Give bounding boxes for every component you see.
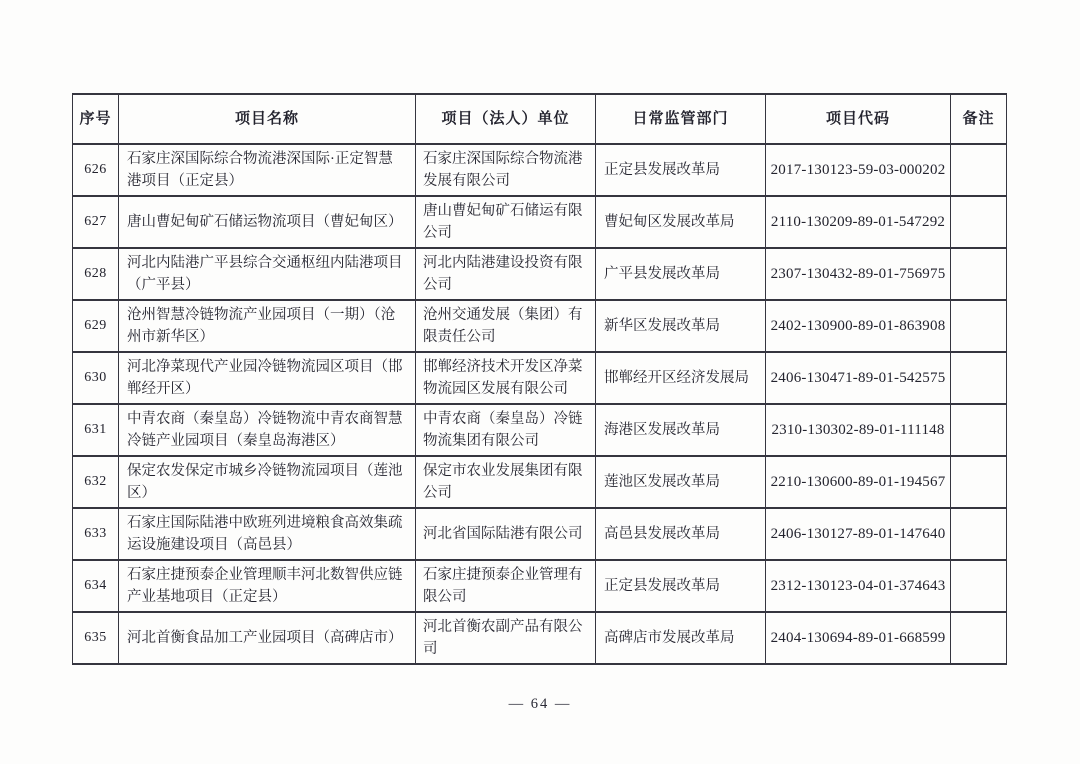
cell-seq: 635	[73, 612, 119, 664]
table-row	[73, 248, 1007, 300]
cell-note	[951, 560, 1007, 612]
col-header-code: 项目代码	[766, 94, 951, 144]
cell-unit: 唐山曹妃甸矿石储运有限公司	[416, 196, 596, 248]
cell-name: 河北净菜现代产业园冷链物流园区项目（邯郸经开区）	[119, 352, 416, 404]
cell-name: 保定农发保定市城乡冷链物流园项目（莲池区）	[119, 456, 416, 508]
cell-seq: 626	[73, 144, 119, 196]
cell-name: 唐山曹妃甸矿石储运物流项目（曹妃甸区）	[119, 196, 416, 248]
table-row	[73, 456, 1007, 508]
cell-note	[951, 404, 1007, 456]
cell-name: 河北内陆港广平县综合交通枢纽内陆港项目（广平县）	[119, 248, 416, 300]
cell-unit: 河北首衡农副产品有限公司	[416, 612, 596, 664]
cell-dept: 新华区发展改革局	[596, 300, 766, 352]
cell-dept: 高碑店市发展改革局	[596, 612, 766, 664]
col-header-dept: 日常监管部门	[596, 94, 766, 144]
table-row	[73, 404, 1007, 456]
cell-code: 2017-130123-59-03-000202	[766, 144, 951, 196]
cell-unit: 石家庄深国际综合物流港发展有限公司	[416, 144, 596, 196]
page-number: — 64 —	[508, 696, 572, 712]
cell-dept: 高邑县发展改革局	[596, 508, 766, 560]
cell-code: 2402-130900-89-01-863908	[766, 300, 951, 352]
cell-code: 2406-130127-89-01-147640	[766, 508, 951, 560]
cell-code: 2110-130209-89-01-547292	[766, 196, 951, 248]
col-header-name: 项目名称	[119, 94, 416, 144]
cell-code: 2310-130302-89-01-111148	[766, 404, 951, 456]
cell-name: 沧州智慧冷链物流产业园项目（一期）（沧州市新华区）	[119, 300, 416, 352]
cell-code: 2404-130694-89-01-668599	[766, 612, 951, 664]
cell-note	[951, 352, 1007, 404]
cell-note	[951, 196, 1007, 248]
cell-unit: 石家庄捷预泰企业管理有限公司	[416, 560, 596, 612]
cell-seq: 628	[73, 248, 119, 300]
table-row	[73, 300, 1007, 352]
cell-unit: 河北内陆港建设投资有限公司	[416, 248, 596, 300]
cell-seq: 633	[73, 508, 119, 560]
cell-seq: 631	[73, 404, 119, 456]
cell-seq: 632	[73, 456, 119, 508]
cell-note	[951, 248, 1007, 300]
cell-note	[951, 456, 1007, 508]
table-row	[73, 508, 1007, 560]
table-row	[73, 196, 1007, 248]
cell-dept: 正定县发展改革局	[596, 560, 766, 612]
project-approval-table	[72, 93, 1007, 665]
table-row	[73, 352, 1007, 404]
cell-code: 2312-130123-04-01-374643	[766, 560, 951, 612]
cell-name: 石家庄捷预泰企业管理顺丰河北数智供应链产业基地项目（正定县）	[119, 560, 416, 612]
table-row	[73, 612, 1007, 664]
cell-note	[951, 612, 1007, 664]
cell-name: 石家庄深国际综合物流港深国际·正定智慧港项目（正定县）	[119, 144, 416, 196]
cell-unit: 保定市农业发展集团有限公司	[416, 456, 596, 508]
cell-unit: 沧州交通发展（集团）有限责任公司	[416, 300, 596, 352]
cell-code: 2406-130471-89-01-542575	[766, 352, 951, 404]
table-row	[73, 144, 1007, 196]
cell-seq: 629	[73, 300, 119, 352]
cell-unit: 中青农商（秦皇岛）冷链物流集团有限公司	[416, 404, 596, 456]
cell-seq: 630	[73, 352, 119, 404]
cell-code: 2210-130600-89-01-194567	[766, 456, 951, 508]
cell-note	[951, 300, 1007, 352]
cell-dept: 广平县发展改革局	[596, 248, 766, 300]
cell-name: 中青农商（秦皇岛）冷链物流中青农商智慧冷链产业园项目（秦皇岛海港区）	[119, 404, 416, 456]
cell-dept: 邯郸经开区经济发展局	[596, 352, 766, 404]
cell-note	[951, 144, 1007, 196]
cell-name: 河北首衡食品加工产业园项目（高碑店市）	[119, 612, 416, 664]
cell-unit: 河北省国际陆港有限公司	[416, 508, 596, 560]
cell-dept: 莲池区发展改革局	[596, 456, 766, 508]
cell-dept: 海港区发展改革局	[596, 404, 766, 456]
cell-name: 石家庄国际陆港中欧班列进境粮食高效集疏运设施建设项目（高邑县）	[119, 508, 416, 560]
cell-dept: 曹妃甸区发展改革局	[596, 196, 766, 248]
cell-note	[951, 508, 1007, 560]
col-header-note: 备注	[951, 94, 1007, 144]
col-header-seq: 序号	[73, 94, 119, 144]
col-header-unit: 项目（法人）单位	[416, 94, 596, 144]
cell-code: 2307-130432-89-01-756975	[766, 248, 951, 300]
cell-unit: 邯郸经济技术开发区净菜物流园区发展有限公司	[416, 352, 596, 404]
table-row	[73, 560, 1007, 612]
table-header-row	[73, 94, 1007, 144]
cell-seq: 634	[73, 560, 119, 612]
cell-seq: 627	[73, 196, 119, 248]
cell-dept: 正定县发展改革局	[596, 144, 766, 196]
